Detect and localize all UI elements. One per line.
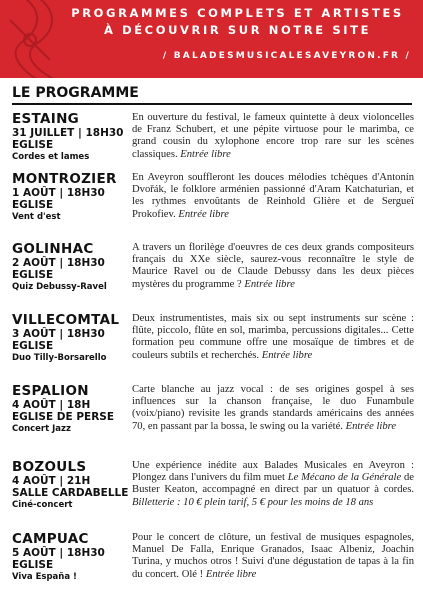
event-description xyxy=(132,532,414,581)
event-venue: EGLISE xyxy=(12,269,54,281)
event-info xyxy=(12,460,134,511)
event-town: ESTAING xyxy=(12,111,80,127)
description-text: Deux instrumentistes, mais six ou sept instruments sur scène : flûte, piccolo, flûte en sol, marimba, percussions digitales... Cette formation peu commune offre une mosaïque de timbres et de couleurs subtils et recherchés. xyxy=(132,313,414,361)
event-info xyxy=(12,172,134,223)
event-venue: EGLISE xyxy=(12,139,54,151)
event-description xyxy=(132,172,414,221)
event-date: 5 AOÛT | 18H30 xyxy=(12,547,105,559)
description-text: En Aveyron souffleront les douces mélodies tchèques d'Antonín Dvořák, le folklore arménien passionné d'Aram Katchaturian, et les rythmes envoûtants de Reinhold Glière et de Sergueï Prokofiev. xyxy=(132,172,414,220)
event-subtitle: Duo Tilly-Borsarello xyxy=(12,353,107,363)
free-entry-label: Entrée libre xyxy=(205,568,257,580)
event-info xyxy=(12,242,134,293)
description-text: de Buster Keaton, accompagné en direct par un quatuor à cordes. xyxy=(132,472,414,496)
event-description xyxy=(132,384,414,433)
event-venue: EGLISE xyxy=(12,340,54,352)
event-town: ESPALION xyxy=(12,383,89,399)
description-text: Une expérience inédite aux Balades Musicales en Aveyron : Plongez dans l'univers du film muet xyxy=(132,460,414,484)
banner-website[interactable]: / BALADESMUSICALESAVEYRON.FR / xyxy=(162,51,411,61)
ticketing-info: Billetterie : 10 € plein tarif, 5 € pour les moins de 18 ans xyxy=(132,496,374,508)
event-town: BOZOULS xyxy=(12,459,87,475)
event-info xyxy=(12,532,134,583)
header-banner xyxy=(0,0,423,78)
event-town: CAMPUAC xyxy=(12,531,89,547)
event-venue: SALLE CARDABELLE xyxy=(12,487,129,499)
event-date: 3 AOÛT | 18H30 xyxy=(12,328,105,340)
free-entry-label: Entrée libre xyxy=(345,420,397,432)
event-info xyxy=(12,112,134,163)
event-town: VILLECOMTAL xyxy=(12,312,120,328)
event-venue: EGLISE xyxy=(12,559,54,571)
event-venue: EGLISE xyxy=(12,199,54,211)
event-subtitle: Quiz Debussy-Ravel xyxy=(12,282,107,292)
event-subtitle: Viva España ! xyxy=(12,572,77,582)
event-description xyxy=(132,313,414,362)
description-text: A travers un florilège d'oeuvres de ces deux grands compositeurs français du XXe siècle, saurez-vous reconnaître le style de Maurice Ravel ou de Claude Debussy dans les deux pièces mystères du programme ? xyxy=(132,242,414,290)
event-town: MONTROZIER xyxy=(12,171,117,187)
event-subtitle: Ciné-concert xyxy=(12,500,73,510)
free-entry-label: Entrée libre xyxy=(180,148,231,160)
free-entry-label: Entrée libre xyxy=(261,349,313,361)
free-entry-label: Entrée libre xyxy=(178,208,229,220)
event-venue: EGLISE DE PERSE xyxy=(12,411,115,423)
banner-line-1: PROGRAMMES COMPLETS ET ARTISTES xyxy=(71,6,404,20)
event-info xyxy=(12,313,134,364)
event-town: GOLINHAC xyxy=(12,241,94,257)
event-date: 4 AOÛT | 21H xyxy=(12,475,91,487)
section-divider xyxy=(12,103,412,105)
event-date: 31 JUILLET | 18H30 xyxy=(12,127,124,139)
film-title: Le Mécano de la Générale xyxy=(287,472,402,484)
description-text: Carte blanche au jazz vocal : de ses origines gospel à ses influences sur la chanson française, le duo Funambule (voix/piano) revisite les grands standards américains des années 70, en passant par la bossa, le swing ou la variété. xyxy=(132,384,414,432)
event-description xyxy=(132,460,414,509)
event-subtitle: Vent d'est xyxy=(12,212,61,222)
event-subtitle: Cordes et lames xyxy=(12,152,90,162)
free-entry-label: Entrée libre xyxy=(244,278,295,290)
description-text: En ouverture du festival, le fameux quintette à deux violoncelles de Franz Schubert, et une pépite virtuose pour le marimba, ce grand cousin du xylophone encore trop rare sur les scènes classiques. xyxy=(132,112,414,160)
event-subtitle: Concert Jazz xyxy=(12,424,71,434)
event-info xyxy=(12,384,134,435)
event-date: 1 AOÛT | 18H30 xyxy=(12,187,105,199)
description-text: Pour le concert de clôture, un festival de musiques espagnoles, Manuel De Falla, Enrique Granados, Isaac Albeniz, Joachin Turina, y muchos otros ! Suivi d'une dégustation de tapas à la fin du concert. Olé ! xyxy=(132,532,414,580)
event-description xyxy=(132,242,414,291)
event-date: 4 AOÛT | 18H xyxy=(12,399,91,411)
event-description xyxy=(132,112,414,161)
event-date: 2 AOÛT | 18H30 xyxy=(12,257,105,269)
section-title: LE PROGRAMME xyxy=(12,85,139,101)
banner-line-2: À DÉCOUVRIR SUR NOTRE SITE xyxy=(103,23,372,37)
